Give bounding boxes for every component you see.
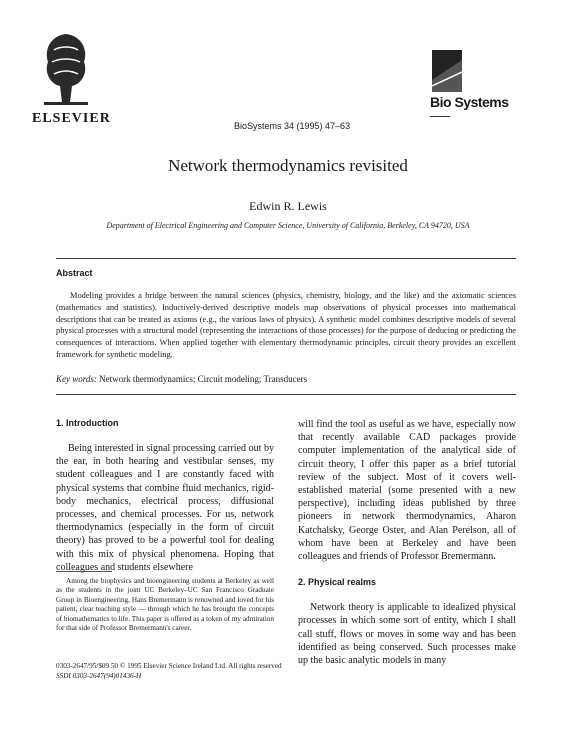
keywords-text: Network thermodynamics; Circuit modeling; Transducers xyxy=(99,374,308,384)
divider-top xyxy=(56,258,516,259)
publisher-name: ELSEVIER xyxy=(32,111,111,126)
ssdi-line: SSDI 0303-2647(94)01436-H xyxy=(56,671,142,680)
keywords xyxy=(56,374,307,384)
journal-logo xyxy=(428,50,518,122)
section-1-heading: 1. Introduction xyxy=(56,418,119,428)
section-2-heading: 2. Physical realms xyxy=(298,577,377,588)
footnote: Among the biophysics and bioengineering students at Berkeley as well as the students in the joint UC Berkeley–UC San Francisco Graduate Group in Bioengineering, Hans Bremermann is renowned and loved for his patient, clear teaching style — through which he has brought the concepts of biomathematics to life. This paper is offered as a token of my admiration for that side of Professor Bremermann's career. xyxy=(56,577,274,633)
section-2-paragraph: Network theory is applicable to idealized physical processes in which some sort of entity, which I shall call stuff, flows or moves in some way and has been identified as being conserved. Such processes make up the basic analytic models in many xyxy=(298,602,516,667)
copyright-line: 0303-2647/95/$09.50 © 1995 Elsevier Science Ireland Ltd. All rights reserved xyxy=(56,662,282,670)
abstract-body: Modeling provides a bridge between the natural sciences (physics, chemistry, biology, and the like) and the axiomatic sciences (mathematics and statistics). Inductively-derived descriptive models map observations of physical processes into mathematical descriptions that can be treated as axioms (e.g., the various laws of physics). A synthetic model combines descriptive models of several physical processes with a structural model (representing the interactions of those processes) for the purpose of deducing or predicting the consequences of interactions. When applied together with elementary thermodynamic principles, circuit theory provides an excellent framework for synthetic modeling. xyxy=(56,291,516,359)
elsevier-logo xyxy=(30,28,111,128)
journal-name: Bio Systems xyxy=(430,94,509,110)
paper-title: Network thermodynamics revisited xyxy=(168,156,408,175)
author-affiliation: Department of Electrical Engineering and Computer Science, University of California, Berkeley, CA 94720, USA xyxy=(106,221,470,230)
author-name: Edwin R. Lewis xyxy=(249,199,327,213)
continuation-paragraph: will find the tool as useful as we have, especially now that recently available CAD packages provide computer implementation of the analytical side of circuit theory, I offer this paper as a brief tutorial review of the subject. Most of it covers well-established material (some presented with a new perspective), including ideas published by three pioneers in network thermodynamics, Aharon Katchalsky, George Oster, and Alan Perelson, all of whom have been at Berkeley and have been colleagues and friends of Professor Bremermann. xyxy=(298,419,516,563)
left-column xyxy=(56,410,274,574)
elsevier-tree-icon xyxy=(40,28,92,108)
page-header xyxy=(0,0,576,140)
abstract-heading: Abstract xyxy=(56,268,93,278)
journal-rule xyxy=(430,116,450,117)
section-1-paragraph: Being interested in signal processing carried out by the ear, in both hearing and vestibular senses, my student colleagues and I are constantly faced with physical systems that combine fluid mechanics, rigid-body mechanics, electrical process, diffusional processes, and chemical processes. For us, network thermodynamics (especially in the form of circuit theory) has proved to be a powerful tool for dealing with this mix of physical phenomena. Hoping that colleagues and students elsewhere xyxy=(56,443,274,573)
right-column xyxy=(298,418,516,667)
keywords-label: Key words: xyxy=(56,374,97,384)
copyright-block xyxy=(56,662,282,681)
journal-citation: BioSystems 34 (1995) 47–63 xyxy=(234,121,351,131)
footnote-rule xyxy=(56,571,112,572)
divider-bottom xyxy=(56,394,516,395)
journal-graphic-icon xyxy=(432,50,462,92)
